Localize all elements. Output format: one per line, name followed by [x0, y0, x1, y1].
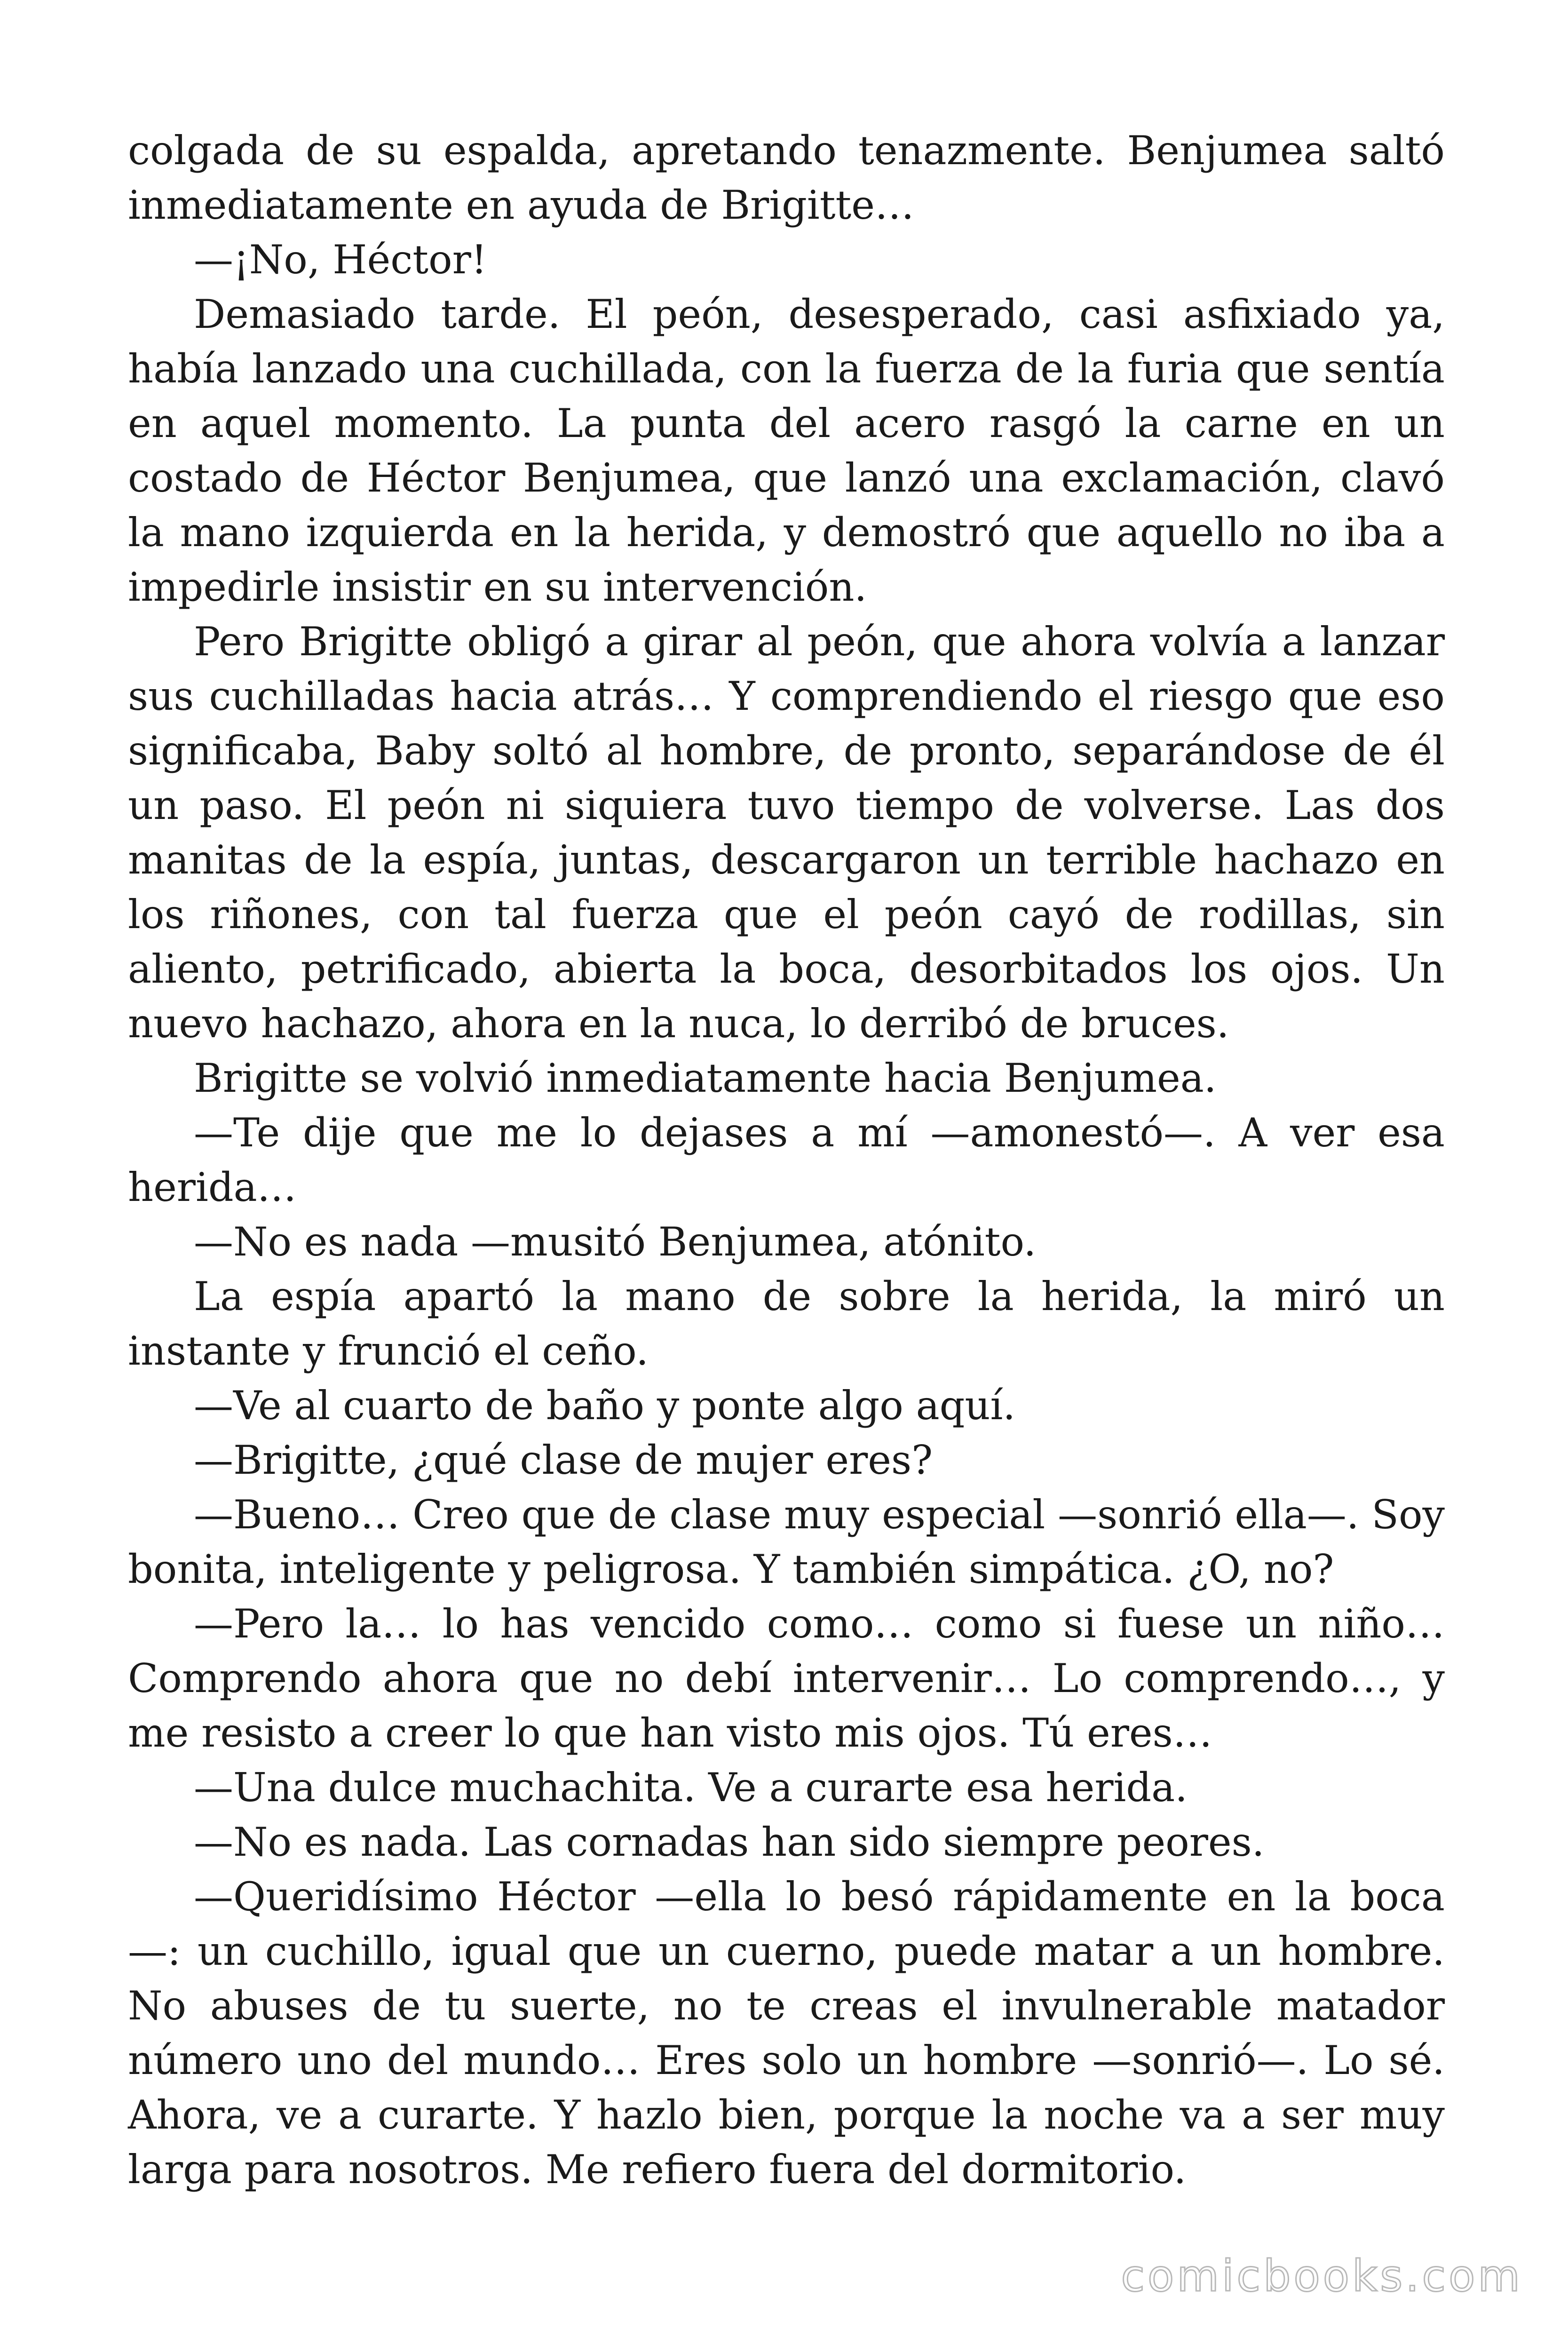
paragraph-14: —No es nada. Las cornadas han sido siempre peores. — [194, 1819, 1265, 1865]
paragraph-2: —¡No, Héctor! — [194, 237, 487, 283]
paragraph-11: —Bueno… Creo que de clase muy especial —sonrió ella—. Soy bonita, inteligente y peligrosa. Y también simpática. ¿O, no? — [128, 1492, 1445, 1592]
page-text — [128, 123, 1445, 2197]
paragraph-12: —Pero la… lo has vencido como… como si fuese un niño… Comprendo ahora que no debí intervenir… Lo comprendo…, y me resisto a creer lo que han visto mis ojos. Tú eres… — [128, 1601, 1445, 1756]
watermark: comicbooks.com — [1121, 2251, 1523, 2301]
paragraph-7: —No es nada —musitó Benjumea, atónito. — [194, 1219, 1037, 1265]
paragraph-4: Pero Brigitte obligó a girar al peón, que ahora volvía a lanzar sus cuchilladas hacia atrás… Y comprendiendo el riesgo que eso significaba, Baby soltó al hombre, de pronto, separándose de él un paso. El peón ni siquiera tuvo tiempo de volverse. Las dos manitas de la espía, juntas, descargaron un terrible hachazo en los riñones, con tal fuerza que el peón cayó de rodillas, sin aliento, petrificado, abierta la boca, desorbitados los ojos. Un nuevo hachazo, ahora en la nuca, lo derribó de bruces. — [128, 619, 1445, 1047]
paragraph-1: colgada de su espalda, apretando tenazmente. Benjumea saltó inmediatamente en ayuda de Brigitte… — [128, 127, 1445, 228]
paragraph-15: —Queridísimo Héctor —ella lo besó rápidamente en la boca—: un cuchillo, igual que un cuerno, puede matar a un hombre. No abuses de tu suerte, no te creas el invulnerable matador número uno del mundo… Eres solo un hombre —sonrió—. Lo sé. Ahora, ve a curarte. Y hazlo bien, porque la noche va a ser muy larga para nosotros. Me refiero fuera del dormitorio. — [128, 1874, 1445, 2193]
paragraph-5: Brigitte se volvió inmediatamente hacia Benjumea. — [194, 1055, 1217, 1101]
paragraph-13: —Una dulce muchachita. Ve a curarte esa herida. — [194, 1764, 1188, 1811]
paragraph-3: Demasiado tarde. El peón, desesperado, casi asfixiado ya, había lanzado una cuchillada, con la fuerza de la furia que sentía en aquel momento. La punta del acero rasgó la carne en un costado de Héctor Benjumea, que lanzó una exclamación, clavó la mano izquierda en la herida, y demostró que aquello no iba a impedirle insistir en su intervención. — [128, 291, 1445, 610]
paragraph-8: La espía apartó la mano de sobre la herida, la miró un instante y frunció el ceño. — [128, 1273, 1445, 1374]
paragraph-10: —Brigitte, ¿qué clase de mujer eres? — [194, 1437, 933, 1483]
paragraph-6: —Te dije que me lo dejases a mí —amonestó—. A ver esa herida… — [128, 1110, 1445, 1210]
paragraph-9: —Ve al cuarto de baño y ponte algo aquí. — [194, 1383, 1016, 1429]
